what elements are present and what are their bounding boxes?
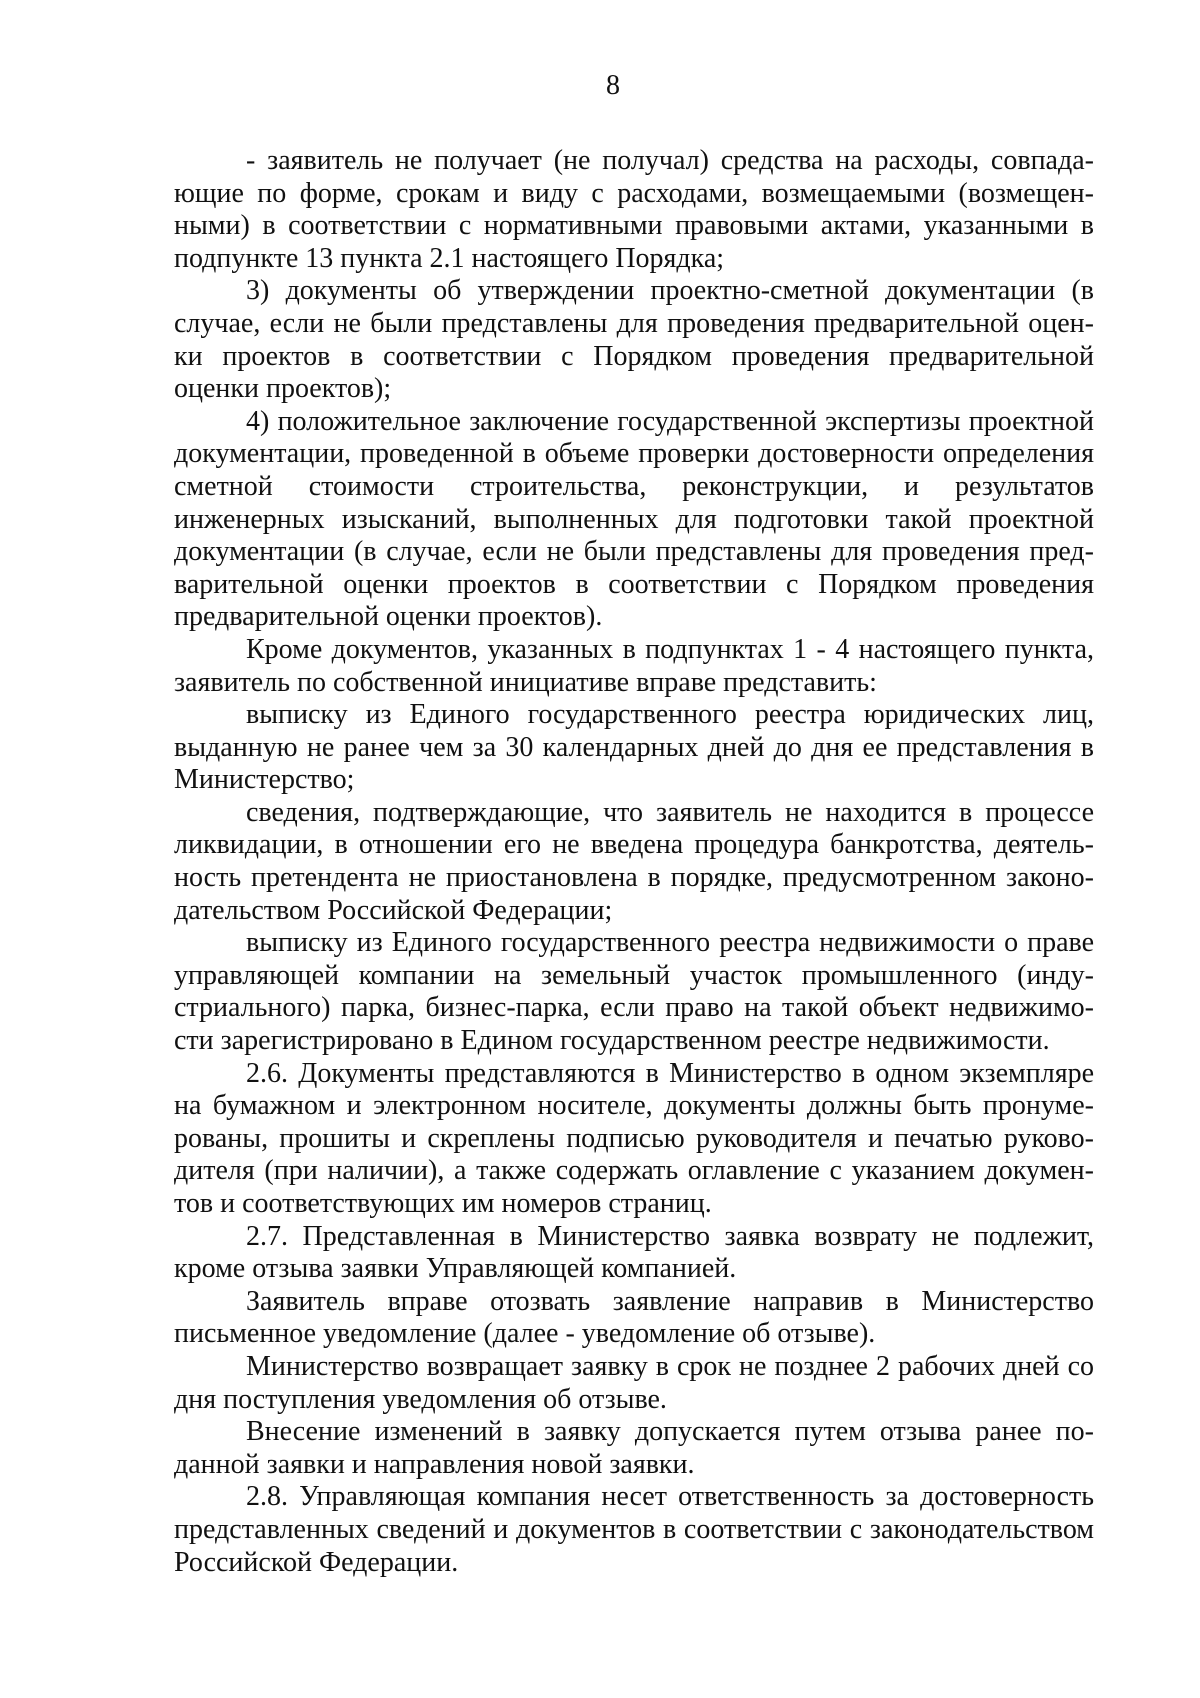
paragraph-return-deadline: Министерство возвращает заявку в срок не позднее 2 рабочих дней со дня поступления уведомления об отзыве.	[174, 1350, 1094, 1415]
paragraph-changes-by-withdrawal: Внесение изменений в заявку допускается путем отзыва ранее поданной заявки и направления новой заявки.	[174, 1416, 1094, 1480]
paragraph-real-estate-register-extract: выписку из Единого государственного реестра недвижимости о праве управляющей компании на земельный участок промышленного (индустриального) парка, бизнес-парка, если право на такой объект недвижимости зарегистрировано в Едином государственном реестре недвижимости.	[174, 927, 1094, 1057]
paragraph-2-6-document-submission: 2.6. Документы представляются в Министерство в одном экземпляре на бумажном и электронном носителе, документы должны быть пронумерованы, прошиты и скреплены подписью руководителя и печатью руководителя (при наличии), а также содержать оглавление с указанием документов и соответствующих им номеров страниц.	[174, 1057, 1094, 1219]
paragraph-no-liquidation-info: сведения, подтверждающие, что заявитель не находится в процессе ликвидации, в отношении его не введена процедура банкротства, деятельность претендента не приостановлена в порядке, предусмотренном законодательством Российской Федерации;	[174, 796, 1094, 926]
page-number: 8	[606, 70, 620, 101]
paragraph-2-8-responsibility: 2.8. Управляющая компания несет ответственность за достоверность представленных сведений и документов в соответствии с законодательством Российской Федерации.	[174, 1481, 1094, 1578]
paragraph-item-3-design-approval: 3) документы об утверждении проектно-сметной документации (в случае, если не были представлены для проведения предварительной оценки проектов в соответствии с Порядком проведения предварительной оценки проектов);	[174, 275, 1094, 405]
paragraph-optional-documents-intro: Кроме документов, указанных в подпунктах 1 - 4 настоящего пункта, заявитель по собственной инициативе вправе представить:	[174, 633, 1094, 698]
paragraph-applicant-no-funds: - заявитель не получает (не получал) средства на расходы, совпадающие по форме, срокам и виду с расходами, возмещаемыми (возмещенными) в соответствии с нормативными правовыми актами, указанными в подпункте 13 пункта 2.1 настоящего Порядка;	[174, 145, 1094, 274]
paragraph-2-7-no-return: 2.7. Представленная в Министерство заявка возврату не подлежит, кроме отзыва заявки Управляющей компанией.	[174, 1220, 1094, 1285]
paragraph-legal-entities-register-extract: выписку из Единого государственного реестра юридических лиц, выданную не ранее чем за 30 календарных дней до дня ее представления в Министерство;	[174, 699, 1094, 796]
paragraph-item-4-expertise-conclusion: 4) положительное заключение государственной экспертизы проектной документации, проведенной в объеме проверки достоверности определения сметной стоимости строительства, реконструкции, и результатов инженерных изысканий, выполненных для подготовки такой проектной документации (в случае, если не были представлены для проведения предварительной оценки проектов в соответствии с Порядком проведения предварительной оценки проектов).	[174, 405, 1094, 633]
paragraph-withdrawal-right: Заявитель вправе отозвать заявление направив в Министерство письменное уведомление (далее - уведомление об отзыве).	[174, 1285, 1094, 1350]
document-body	[174, 145, 1094, 1579]
